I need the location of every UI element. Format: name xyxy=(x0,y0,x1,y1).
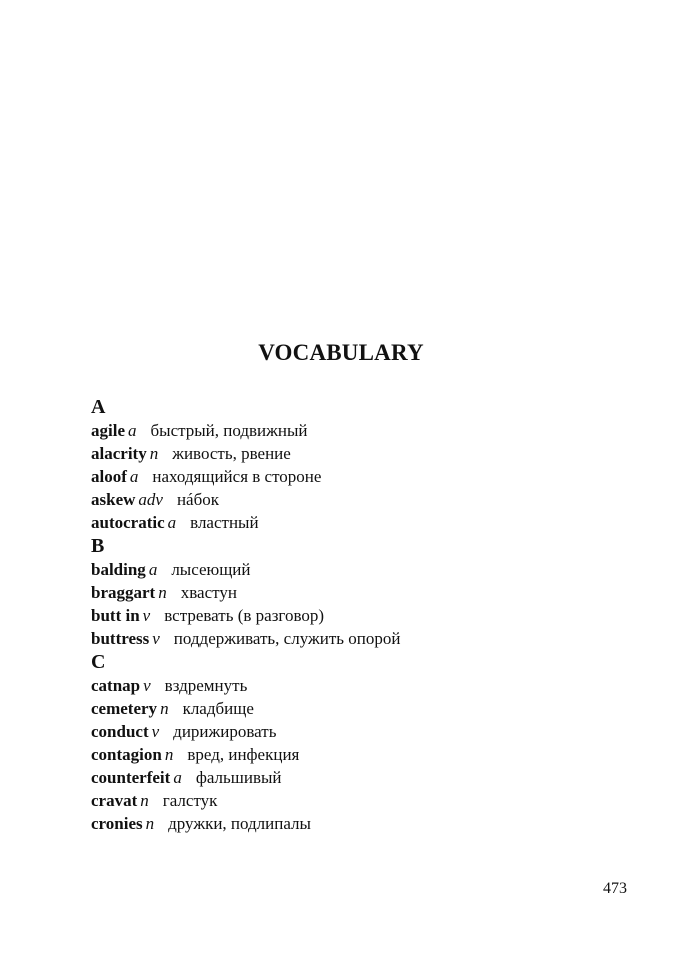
entry-part-of-speech: adv xyxy=(138,490,163,509)
entry-word: catnap xyxy=(91,676,141,695)
entry-translation: быстрый, подвижный xyxy=(150,421,308,440)
entry-part-of-speech: n xyxy=(140,791,149,810)
entry-word: cravat xyxy=(91,791,138,810)
section-letter-c: C xyxy=(91,651,106,673)
entry-translation: вред, инфекция xyxy=(187,745,300,764)
entry-part-of-speech: a xyxy=(129,467,139,486)
entry-word: cronies xyxy=(91,814,143,833)
entry-word: askew xyxy=(91,490,136,509)
entry-word: alacrity xyxy=(91,444,147,463)
entry-translation: хвастун xyxy=(180,583,237,602)
entry-translation: встревать (в разговор) xyxy=(164,606,325,625)
entry-translation: лысеющий xyxy=(171,560,251,579)
entry-part-of-speech: a xyxy=(173,768,182,787)
entry-part-of-speech: n xyxy=(160,699,169,718)
vocab-entry xyxy=(91,743,651,766)
section-letter-a: A xyxy=(91,396,106,418)
vocab-entry xyxy=(91,488,651,511)
entry-translation: кладбище xyxy=(182,699,254,718)
entry-part-of-speech: n xyxy=(164,745,174,764)
entry-part-of-speech: v xyxy=(142,606,151,625)
entry-translation: галстук xyxy=(162,791,218,810)
entry-translation: нáбок xyxy=(176,490,220,509)
entry-translation: фальшивый xyxy=(195,768,282,787)
entry-word: aloof xyxy=(91,467,127,486)
entry-word: contagion xyxy=(91,745,162,764)
vocab-entry xyxy=(91,419,651,442)
entry-part-of-speech: n xyxy=(145,814,155,833)
entry-translation: властный xyxy=(190,513,259,532)
entry-word: butt in xyxy=(91,606,140,625)
vocab-entry xyxy=(91,442,651,465)
vocab-entry xyxy=(91,627,651,650)
entry-part-of-speech: n xyxy=(149,444,159,463)
vocab-entry xyxy=(91,511,651,534)
entry-word: braggart xyxy=(91,583,156,602)
vocab-entry xyxy=(91,697,651,720)
vocab-entry xyxy=(91,766,651,789)
vocab-entry xyxy=(91,674,651,697)
page-number: 473 xyxy=(603,880,627,897)
vocab-entry xyxy=(91,465,651,488)
entry-translation: находящийся в стороне xyxy=(152,467,322,486)
entry-word: balding xyxy=(91,560,146,579)
entry-part-of-speech: a xyxy=(148,560,158,579)
vocabulary-list xyxy=(91,395,651,835)
vocab-entry xyxy=(91,558,651,581)
entry-word: buttress xyxy=(91,629,150,648)
vocab-entry xyxy=(91,720,651,743)
vocab-entry xyxy=(91,812,651,835)
entry-translation: поддерживать, служить опорой xyxy=(173,629,401,648)
entry-translation: вздремнуть xyxy=(164,676,248,695)
entry-part-of-speech: v xyxy=(143,676,151,695)
vocab-entry xyxy=(91,604,651,627)
entry-translation: дирижировать xyxy=(173,722,277,741)
entry-word: counterfeit xyxy=(91,768,171,787)
entry-translation: живость, рвение xyxy=(172,444,291,463)
entry-part-of-speech: n xyxy=(158,583,167,602)
entry-part-of-speech: v xyxy=(152,629,160,648)
entry-part-of-speech: v xyxy=(151,722,160,741)
vocab-entry xyxy=(91,581,651,604)
section-letter-b: B xyxy=(91,535,105,557)
entry-word: agile xyxy=(91,421,125,440)
entry-word: autocratic xyxy=(91,513,165,532)
entry-part-of-speech: a xyxy=(128,421,137,440)
entry-word: conduct xyxy=(91,722,149,741)
entry-part-of-speech: a xyxy=(167,513,177,532)
vocab-entry xyxy=(91,789,651,812)
page-title: VOCABULARY xyxy=(258,340,424,365)
entry-word: cemetery xyxy=(91,699,158,718)
entry-translation: дружки, подлипалы xyxy=(168,814,311,833)
